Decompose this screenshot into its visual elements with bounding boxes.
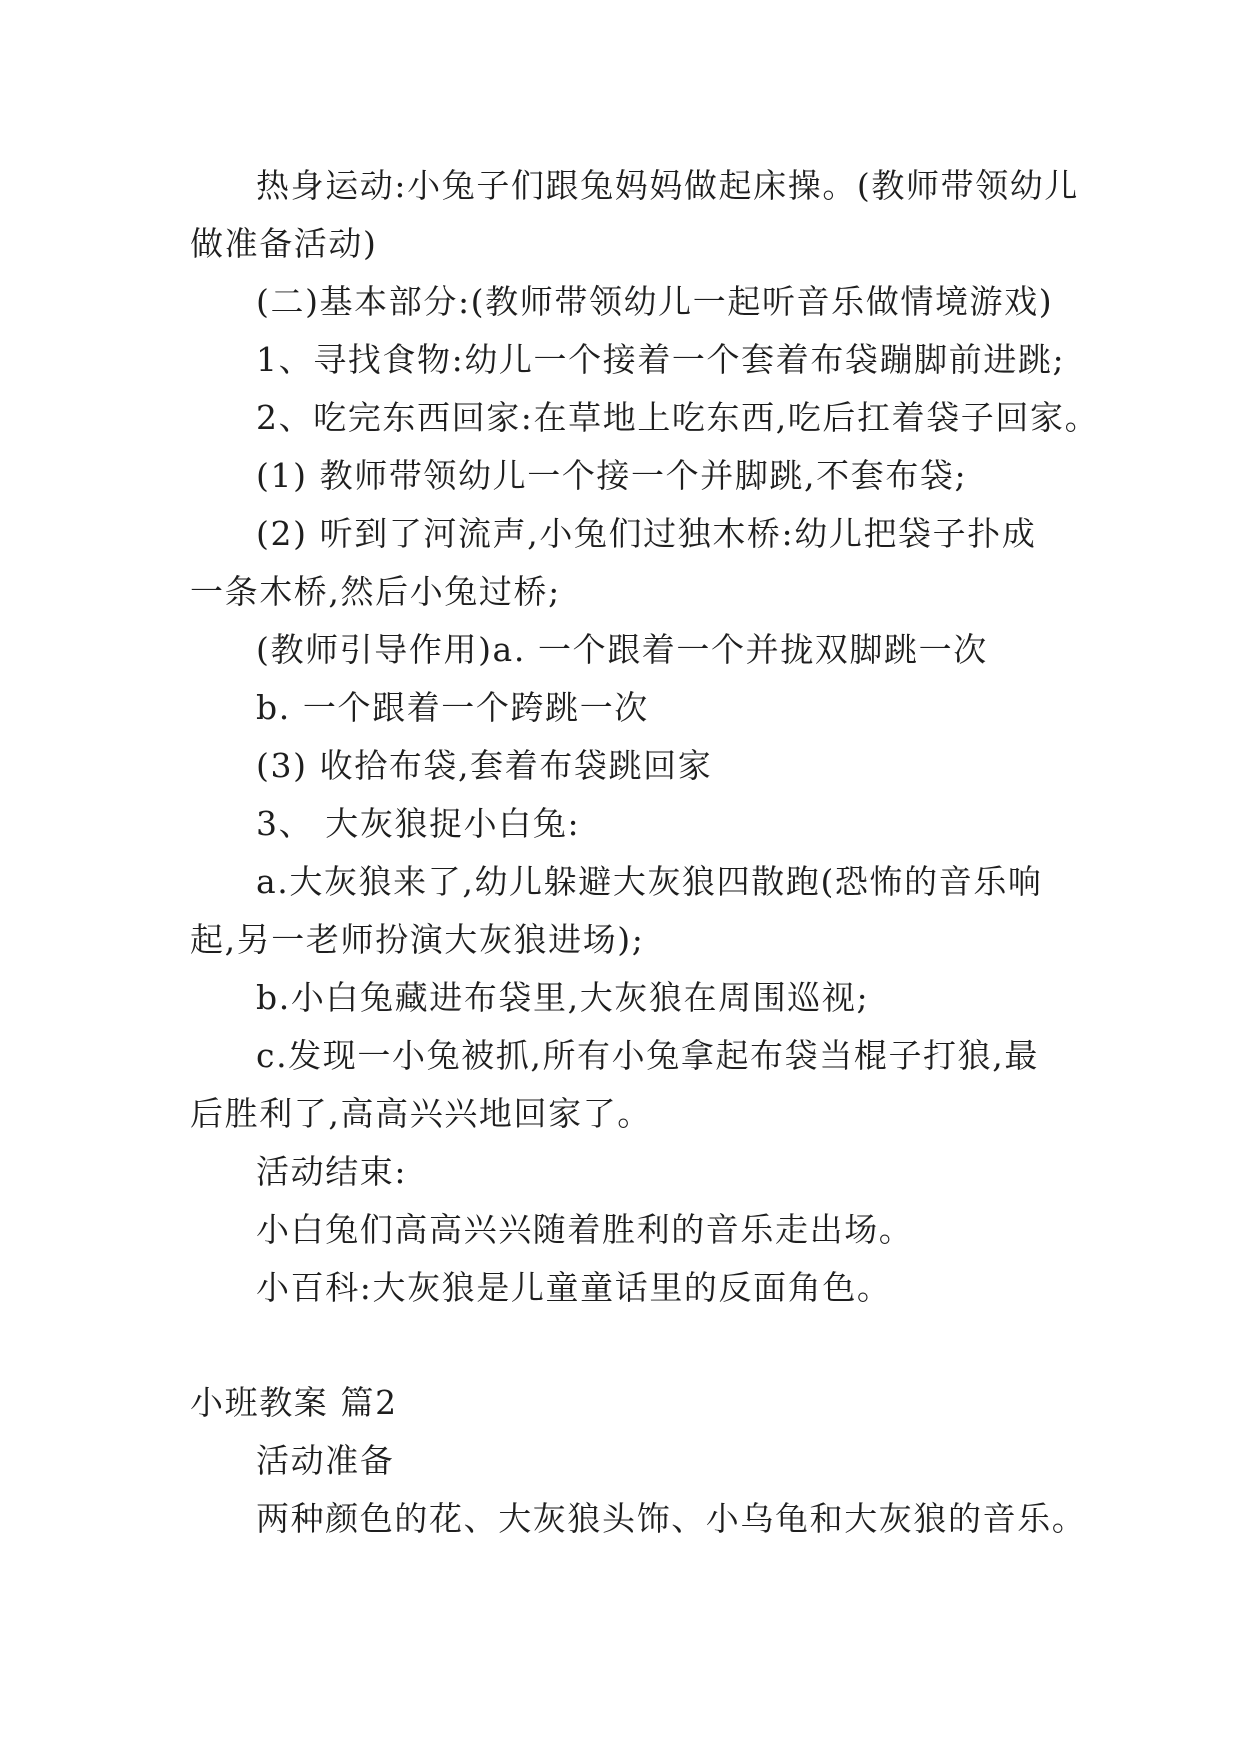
section-heading: 小班教案 篇2	[190, 1383, 398, 1422]
paragraph-line: 活动准备	[256, 1441, 395, 1480]
paragraph-line: b. 一个跟着一个跨跳一次	[256, 688, 649, 727]
paragraph-line: 2、吃完东西回家:在草地上吃东西,吃后扛着袋子回家。	[256, 398, 1100, 437]
paragraph-line: b.小白兔藏进布袋里,大灰狼在周围巡视;	[256, 978, 870, 1017]
paragraph-line: 1、寻找食物:幼儿一个接着一个套着布袋蹦脚前进跳;	[256, 340, 1066, 379]
paragraph-line: a.大灰狼来了,幼儿躲避大灰狼四散跑(恐怖的音乐响	[256, 862, 1043, 901]
paragraph-line: 小百科:大灰狼是儿童童话里的反面角色。	[256, 1268, 892, 1307]
paragraph-line: (2) 听到了河流声,小兔们过独木桥:幼儿把袋子扑成	[256, 514, 1037, 553]
paragraph-line: 做准备活动)	[190, 224, 378, 263]
paragraph-line: 后胜利了,高高兴兴地回家了。	[190, 1094, 652, 1133]
paragraph-line: (教师引导作用)a. 一个跟着一个并拢双脚跳一次	[256, 630, 988, 669]
paragraph-line: 一条木桥,然后小兔过桥;	[190, 572, 561, 611]
paragraph-line: (二)基本部分:(教师带领幼儿一起听音乐做情境游戏)	[256, 282, 1054, 321]
paragraph-line: (1) 教师带领幼儿一个接一个并脚跳,不套布袋;	[256, 456, 968, 495]
paragraph-line: 起,另一老师扮演大灰狼进场);	[190, 920, 645, 959]
paragraph-line: 热身运动:小兔子们跟兔妈妈做起床操。(教师带领幼儿	[256, 166, 1079, 205]
paragraph-line: (3) 收拾布袋,套着布袋跳回家	[256, 746, 713, 785]
paragraph-line: 小白兔们高高兴兴随着胜利的音乐走出场。	[256, 1210, 914, 1249]
paragraph-line: 两种颜色的花、大灰狼头饰、小乌龟和大灰狼的音乐。	[256, 1499, 1087, 1538]
paragraph-line: 3、 大灰狼捉小白兔:	[256, 804, 581, 843]
paragraph-line: c.发现一小兔被抓,所有小兔拿起布袋当棍子打狼,最	[256, 1036, 1039, 1075]
paragraph-line: 活动结束:	[256, 1152, 408, 1191]
